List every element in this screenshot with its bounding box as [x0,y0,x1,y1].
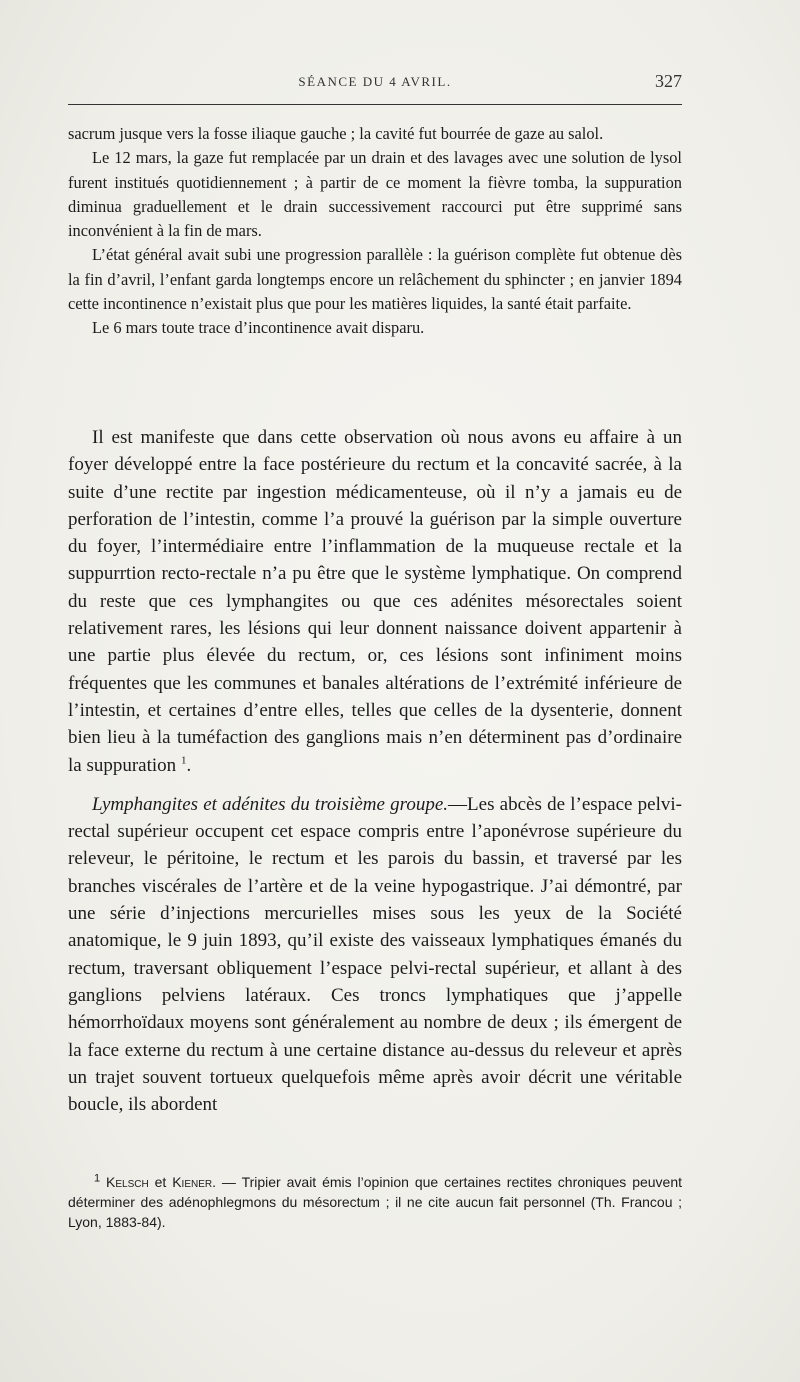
paragraph: sacrum jusque vers la fosse iliaque gauche ; la cavité fut bourrée de gaze au salol. [68,124,604,143]
footnote-marker: 1 [94,1172,101,1185]
footnote-connector: et [154,1174,167,1190]
running-head: SÉANCE DU 4 AVRIL. [298,74,452,89]
page-header [68,71,682,98]
footnote-text: — Tripier avait émis l’opinion que certaines rectites chroniques peuvent déterminer des adénophlegmons du mésorectum ; il ne cite aucun fait personnel (Th. Francou ; Lyon, 1883-84). [68,1174,683,1230]
paragraph [68,791,682,1119]
footnote [68,1172,682,1232]
footnotes [68,1172,682,1232]
observation-text [68,122,682,341]
paragraph-text: —Les abcès de l’espace pelvi-rectal supérieur occupent cet espace compris entre l’aponévrose supérieure du releveur, le péritoine, le rectum et les parois du bassin, et traversé par les branches viscérales de l’artère et de la veine hypogastrique. J’ai démontré, par une série d’injections mercurielles mises sous les yeux de la Société anatomique, le 9 juin 1893, qu’il existe des vaisseaux lymphatiques émanés du rectum, traversant obliquement l’espace pelvi-rectal supérieur, et allant à des ganglions pelviens latéraux. Ces troncs lymphatiques que j’appelle hémorrhoïdaux moyens sont généralement au nombre de deux ; ils émergent de la face externe du rectum à une certaine distance au-dessus du releveur et après un trajet souvent tortueux quelquefois même après avoir décrit une véritable boucle, ils abordent [68,793,682,1116]
footnote-author: Kelsch [106,1174,149,1190]
header-rule [68,104,682,105]
paragraph: Il est manifeste que dans cette observation où nous avons eu affaire à un foyer développé entre la face postérieure du rectum et la concavité sacrée, à la suite d’une rectite par ingestion médicamenteuse, où il n’y a jamais eu de perforation de l’intestin, comme l’a prouvé la guérison par la simple ouverture du foyer, l’intermédiaire entre l’inflammation de la muqueuse rectale et la suppurrtion recto-rectale n’a pu être que le système lymphatique. On comprend du reste que ces lymphangites ou que ces adénites mésorectales soient relativement rares, les lésions qui leur donnent naissance doivent appartenir à une partie plus élevée du rectum, or, ces lésions sont infiniment moins fréquentes que les communes et banales altérations de l’extrémité inférieure de l’intestin, et certaines d’entre elles, telles que celles de la dysenterie, donnent bien lieu à la tuméfaction des ganglions mais n’en déterminent pas d’ordinaire la suppuration $^1$. [68,427,682,776]
main-text [68,424,682,1118]
paragraph: L’état général avait subi une progression parallèle : la guérison complète fut obtenue dès la fin d’avril, l’enfant garda longtemps encore un relâchement du sphincter ; en janvier 1894 cette incontinence n’existait plus que pour les matières liquides, la santé était parfaite. [68,245,682,314]
footnote-reference: 1 [180,754,187,767]
paragraph: Le 12 mars, la gaze fut remplacée par un drain et des lavages avec une solution de lysol furent institués quotidiennement ; à partir de ce moment la fièvre tomba, la suppuration diminua graduellement et le drain successivement raccourci put être supprimé sans inconvénient à la fin de mars. [68,148,682,241]
section-title: Lymphangites et adénites du troisième groupe. [92,793,449,815]
footnote-author: Kiener. [172,1174,217,1190]
paragraph: Le 6 mars toute trace d’incontinence avait disparu. [92,318,425,338]
page-number: 327 [655,71,682,91]
paragraph-text: Il est manifeste que dans cette observation où nous avons eu affaire à un foyer développé entre la face postérieure du rectum et la concavité sacrée, à la suite d’une rectite par ingestion médicamenteuse, où il n’y a jamais eu de perforation de l’intestin, comme l’a prouvé la guérison par la simple ouverture du foyer, l’intermédiaire entre l’inflammation de la muqueuse rectale et la suppurrtion recto-rectale n’a pu être que le système lymphatique. On comprend du reste que ces lymphangites ou que ces adénites mésorectales soient relativement rares, les lésions qui leur donnent naissance doivent appartenir à une partie plus élevée du rectum, or, ces lésions sont infiniment moins fréquentes que les communes et banales altérations de l’extrémité inférieure de l’intestin, et certaines d’entre elles, telles que celles de la dysenterie, donnent bien lieu à la tuméfaction des ganglions mais n’en déterminent pas d’ordinaire la suppuration [68,427,682,776]
